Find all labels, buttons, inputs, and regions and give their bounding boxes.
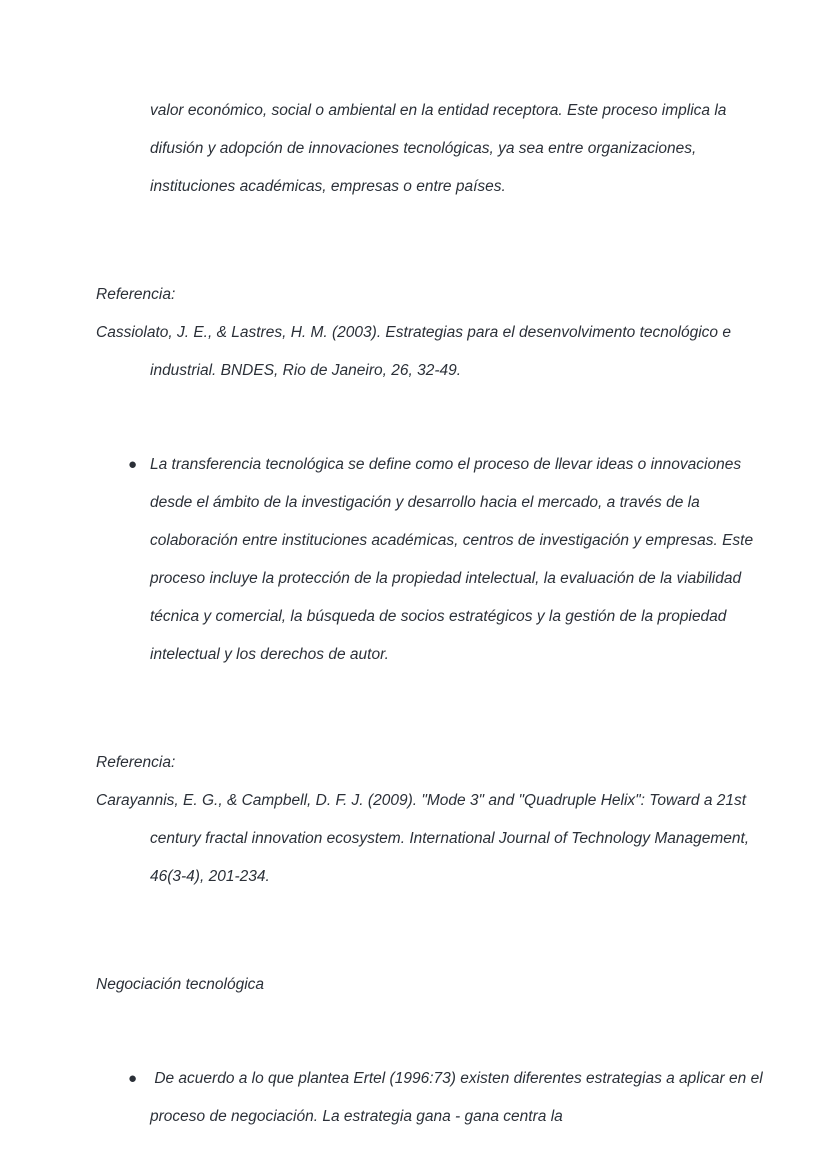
bullet-point-icon: ● xyxy=(128,456,138,473)
reference-label-one: Referencia: xyxy=(96,286,176,303)
section-heading-negociacion: Negociación tecnológica xyxy=(96,976,265,993)
document-body xyxy=(96,92,767,1136)
spacer xyxy=(96,390,736,446)
spacer xyxy=(96,1004,736,1060)
bullet-list-negociacion xyxy=(96,1060,767,1136)
continuation-paragraph: valor económico, social o ambiental en la entidad receptora. Este proceso implica la difusión y adopción de innovaciones tecnológicas, ya sea entre organizaciones, instituciones académicas, empresas o entre países. xyxy=(150,102,727,195)
list-item-text: La transferencia tecnológica se define como el proceso de llevar ideas o innovaciones desde el ámbito de la investigación y desarrollo hacia el mercado, a través de la colaboración entre instituciones académicas, centros de investigación y empresas. Este proceso incluye la protección de la propiedad intelectual, la evaluación de la viabilidad técnica y comercial, la búsqueda de socios estratégicos y la gestión de la propiedad intelectual y los derechos de autor. xyxy=(150,456,758,663)
citation-cassiolato: Cassiolato, J. E., & Lastres, H. M. (2003). Estrategias para el desenvolvimento tecnológico e industrial. BNDES, Rio de Janeiro, 26, 32-49. xyxy=(96,324,731,379)
bullet-list-transferencia xyxy=(96,446,758,674)
spacer xyxy=(96,206,736,276)
reference-label-two: Referencia: xyxy=(96,754,176,771)
list-item-text: De acuerdo a lo que plantea Ertel (1996:73) existen diferentes estrategias a aplicar en el proceso de negociación. La estrategia gana - gana centra la xyxy=(150,1070,767,1125)
spacer xyxy=(96,896,736,966)
list-item xyxy=(96,1060,776,1136)
citation-carayannis: Carayannis, E. G., & Campbell, D. F. J. (2009). "Mode 3" and "Quadruple Helix": Toward a 21st century fractal innovation ecosystem. International Journal of Technology Management, 46(3-4), 201-234. xyxy=(96,792,750,885)
list-item xyxy=(96,446,776,674)
bullet-point-icon: ● xyxy=(128,1070,138,1087)
spacer xyxy=(96,674,736,744)
